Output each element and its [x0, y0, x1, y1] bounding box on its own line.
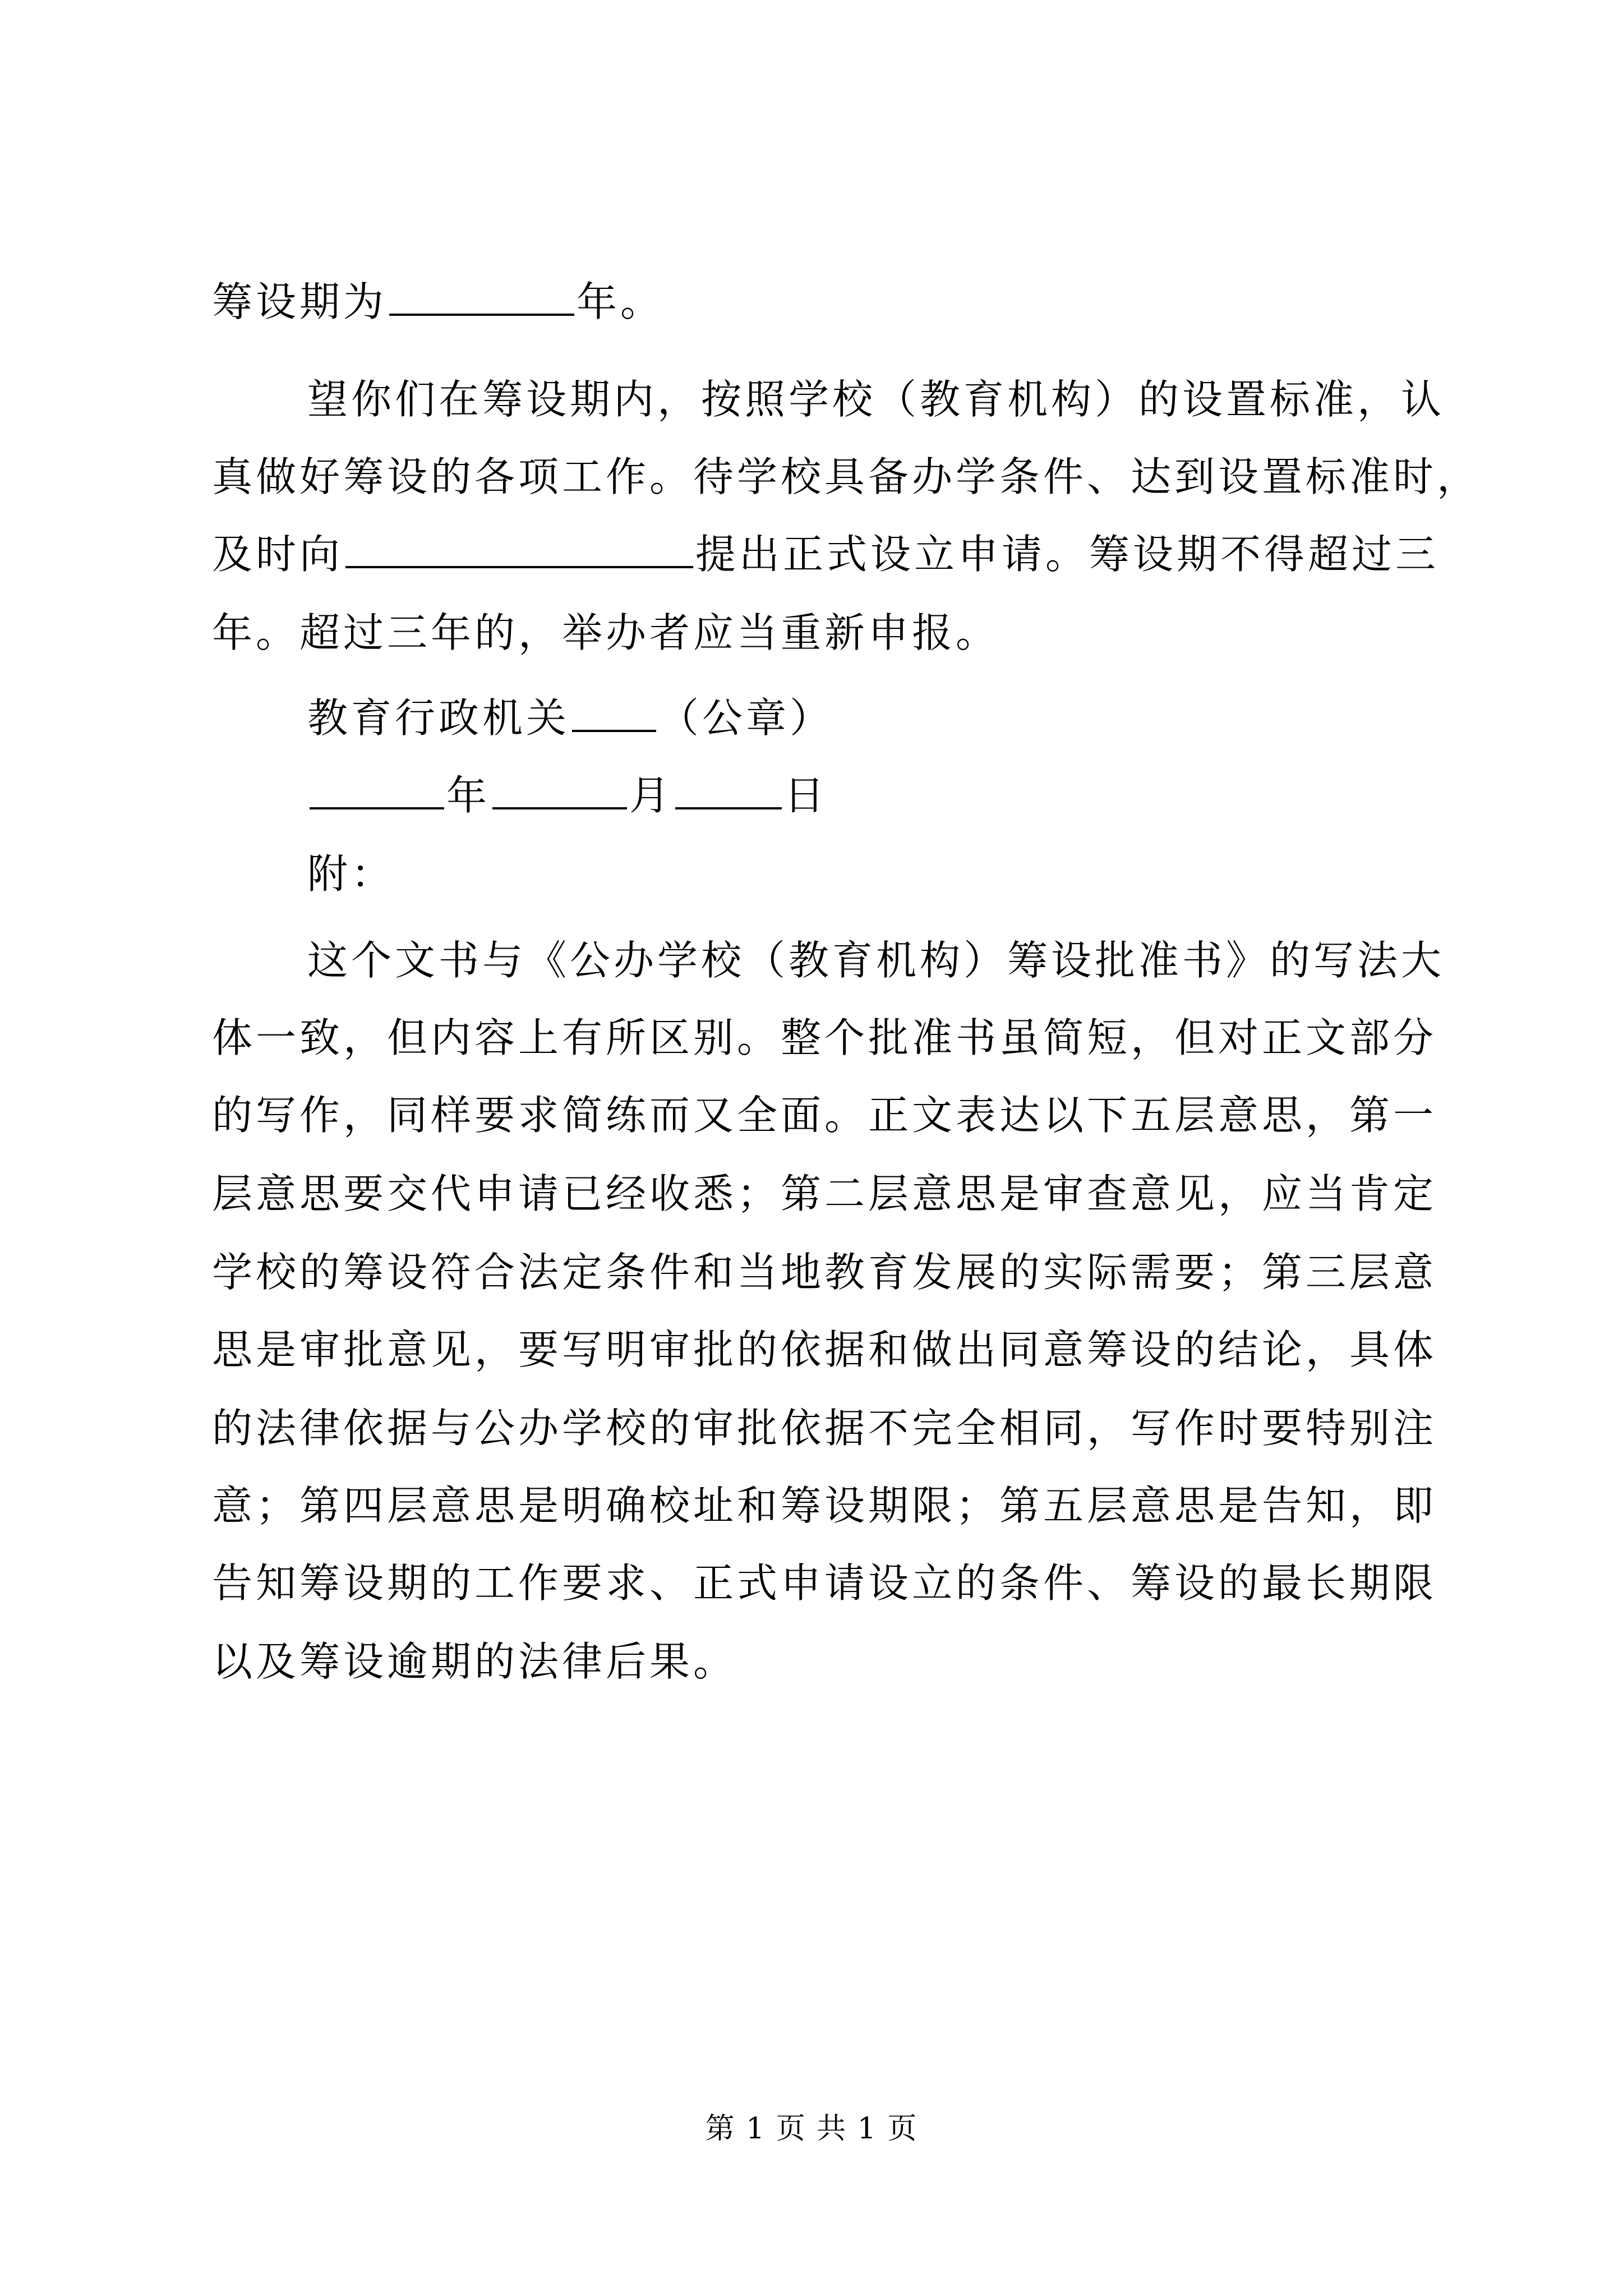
text-line	[0, 274, 1623, 330]
text-run: 的法律依据与公办学校的审批依据不完全相同，写作时要特别注	[212, 1405, 1437, 1452]
text-line	[0, 1400, 1623, 1456]
text-line	[0, 1478, 1623, 1534]
text-line	[0, 449, 1623, 505]
text-line	[0, 1634, 1623, 1690]
fill-in-blank	[492, 772, 627, 809]
text-run: 思是审批意见，要写明审批的依据和做出同意筹设的结论，具体	[212, 1326, 1437, 1373]
text-line	[0, 690, 1623, 746]
fill-in-blank	[345, 531, 693, 568]
text-line	[0, 1322, 1623, 1378]
text-line	[0, 1244, 1623, 1300]
text-run: 真做好筹设的各项工作。待学校具备办学条件、达到设置标准时，	[212, 453, 1481, 500]
text-run: 附：	[307, 850, 395, 898]
text-run: 提出正式设立申请。筹设期不得超过三	[695, 531, 1440, 578]
text-run: 学校的筹设符合法定条件和当地教育发展的实际需要；第三层意	[212, 1249, 1437, 1296]
text-run: 体一致，但内容上有所区别。整个批准书虽简短，但对正文部分	[212, 1014, 1437, 1061]
text-run: 望你们在筹设期内，按照学校（教育机构）的设置标准，认	[307, 376, 1445, 423]
text-line	[0, 1010, 1623, 1066]
text-line	[0, 846, 1623, 902]
text-run: 年。	[577, 278, 665, 325]
text-run: 日	[784, 772, 828, 819]
page-footer: 第 1 页 共 1 页	[705, 2112, 918, 2146]
text-run: 年。超过三年的，举办者应当重新申报。	[212, 609, 1000, 656]
text-run: 筹设期为	[212, 278, 388, 325]
fill-in-blank	[389, 279, 574, 316]
text-run: 意；第四层意思是明确校址和筹设期限；第五层意思是告知，即	[212, 1482, 1437, 1529]
text-run: 的写作，同样要求简练而又全面。正文表达以下五层意思，第一	[212, 1092, 1437, 1139]
text-run: （公章）	[658, 694, 834, 742]
text-run: 告知筹设期的工作要求、正式申请设立的条件、筹设的最长期限	[212, 1559, 1437, 1607]
text-run: 及时向	[212, 531, 344, 578]
text-run: 年	[446, 772, 491, 819]
text-line	[0, 526, 1623, 582]
text-run: 教育行政机关	[307, 694, 570, 742]
fill-in-blank	[572, 695, 656, 732]
text-line	[0, 371, 1623, 427]
text-line	[0, 1087, 1623, 1143]
text-line	[0, 1555, 1623, 1611]
text-line	[0, 767, 1623, 823]
text-run: 层意思要交代申请已经收悉；第二层意思是审查意见，应当肯定	[212, 1170, 1437, 1217]
text-run: 这个文书与《公办学校（教育机构）筹设批准书》的写法大	[307, 937, 1445, 984]
fill-in-blank	[310, 772, 444, 809]
fill-in-blank	[675, 772, 782, 809]
text-line	[0, 932, 1623, 988]
text-run: 以及筹设逾期的法律后果。	[212, 1638, 737, 1685]
text-run: 月	[629, 772, 674, 819]
text-line	[0, 605, 1623, 661]
text-line	[0, 1166, 1623, 1222]
